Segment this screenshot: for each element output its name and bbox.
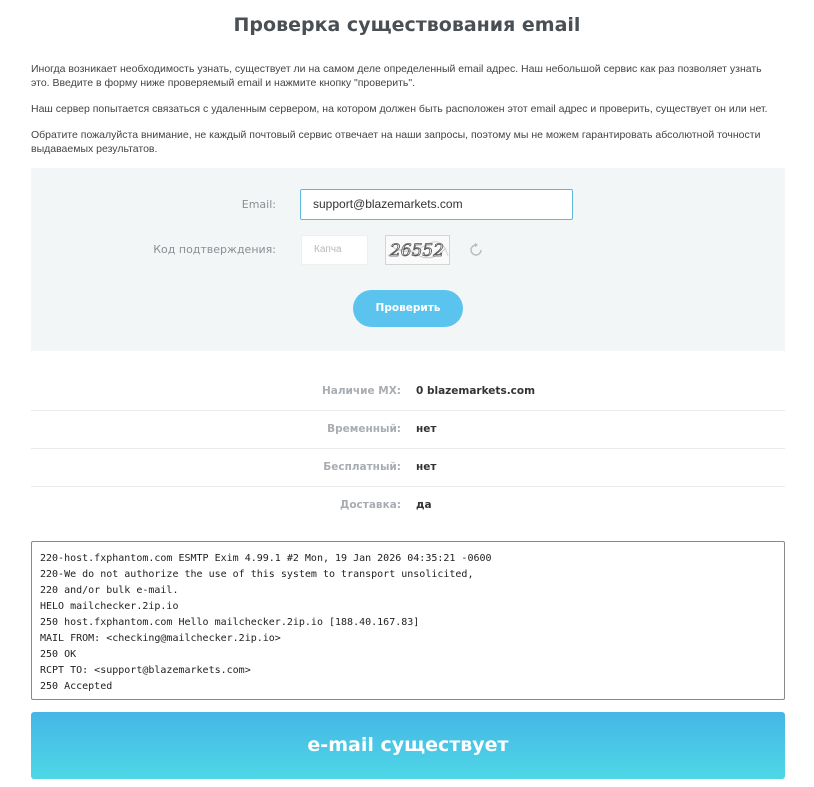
result-value: 0 blazemarkets.com [416,385,536,397]
result-label: Бесплатный: [323,461,401,473]
captcha-input[interactable]: Капча [301,235,368,265]
result-row-free [31,449,785,487]
result-row-mx [31,373,785,411]
log-line: 250 host.fxphantom.com Hello mailchecker.2ip.io [188.40.167.83] [40,617,420,628]
log-line: 250 Accepted [40,681,113,692]
page-title: Проверка существования email [233,14,581,36]
captcha-text: 26552 [389,241,445,261]
result-label: Временный: [327,423,401,435]
captcha-label: Код подтверждения: [153,243,276,256]
result-value: нет [416,461,437,473]
intro-paragraph: Обратите пожалуйста внимание, не каждый почтовый сервис отвечает на наши запросы, поэтому мы не можем гарантировать абсолютной точности выдаваемых результатов. [31,129,761,155]
result-value: да [416,499,432,511]
log-line: 220-host.fxphantom.com ESMTP Exim 4.99.1 #2 Mon, 19 Jan 2026 04:35:21 -0600 [40,553,492,564]
log-line: 220 and/or bulk e-mail. [40,585,179,596]
log-line: RCPT TO: <support@blazemarkets.com> [40,665,251,676]
log-line: 220-We do not authorize the use of this system to transport unsolicited, [40,569,474,580]
result-value: нет [416,423,437,435]
log-line: MAIL FROM: <checking@mailchecker.2ip.io> [40,633,281,644]
check-button[interactable]: Проверить [353,290,463,327]
check-form [31,168,785,351]
result-row-temporary [31,411,785,449]
result-row-delivery [31,487,785,525]
log-line: 250 OK [40,649,77,660]
intro-paragraph: Иногда возникает необходимость узнать, существует ли на самом деле определенный email адрес. Наш небольшой сервис как раз позволяет узнать это. Введите в форму ниже проверяемый email и нажмите кнопку "проверить". [31,63,762,89]
result-label: Наличие MX: [321,385,401,397]
intro-paragraph: Наш сервер попытается связаться с удаленным сервером, на котором должен быть расположен этот email адрес и проверить, существует он или нет. [31,103,768,115]
email-label: Email: [241,198,276,211]
result-banner: e-mail существует [31,712,785,779]
smtp-log[interactable] [31,541,785,700]
captcha-image [385,235,450,265]
result-label: Доставка: [339,499,401,511]
email-input[interactable]: support@blazemarkets.com [300,189,573,220]
results-table [31,373,785,525]
log-line: HELO mailchecker.2ip.io [40,601,179,612]
refresh-icon[interactable] [468,242,484,258]
